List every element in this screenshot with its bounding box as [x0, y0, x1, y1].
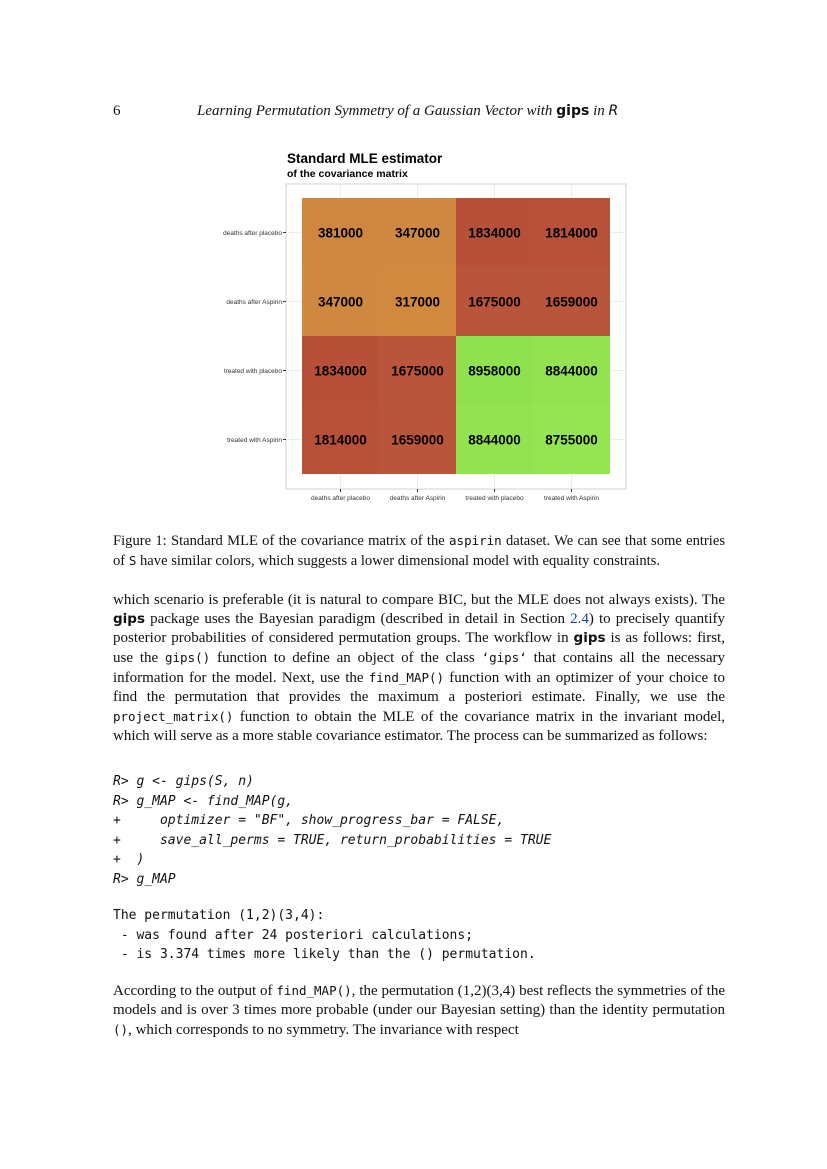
inline-code: project_matrix(): [113, 709, 234, 724]
cell-value-label: 1834000: [468, 225, 521, 241]
cell-value-label: 1675000: [468, 294, 521, 310]
cell-value-label: 8755000: [545, 432, 598, 448]
y-tick-label: deaths after Aspirin: [226, 299, 282, 306]
cell-value-label: 1834000: [314, 363, 367, 379]
code-line: R> g <- gips(S, n): [113, 774, 254, 789]
running-title-package: gips: [556, 103, 590, 119]
cell-value-label: 8844000: [468, 432, 521, 448]
plot-title: Standard MLE estimator: [287, 151, 443, 166]
cell-value-label: 381000: [317, 225, 364, 241]
y-tick-label: deaths after placebo: [223, 230, 282, 237]
text: is as follows: first, use the: [113, 630, 725, 666]
caption-text: have similar colors, which suggests a lower dimensional model with equality constraints.: [136, 553, 660, 569]
output-line: - was found after 24 posteriori calculations;: [113, 927, 474, 943]
code-line: + ): [113, 852, 145, 867]
caption-code-s: S: [128, 553, 137, 568]
inline-code: ‘gips‘: [481, 650, 527, 665]
text: , which corresponds to no symmetry. The invariance with respect: [128, 1022, 519, 1038]
code-line: + optimizer = "BF", show_progress_bar = FALSE,: [113, 813, 505, 828]
code-line: R> g_MAP <- find_MAP(g,: [113, 793, 294, 809]
paragraph-result: [113, 981, 725, 1040]
text: function with an optimizer of your choice to find the permutation that provides the maximum a posteriori estimate. Finally, we use the: [113, 670, 726, 705]
inline-code: find_MAP(): [368, 670, 445, 685]
inline-code: (): [113, 1022, 129, 1037]
running-title-prefix: Learning Permutation Symmetry of a Gaussian Vector with: [197, 103, 557, 119]
cell-value-label: 1659000: [545, 294, 598, 310]
cell-value-label: 317000: [394, 294, 441, 310]
output-line: - is 3.374 times more likely than the () permutation.: [113, 947, 536, 962]
x-tick-label: deaths after Aspirin: [389, 495, 446, 502]
text: package uses the Bayesian paradigm (described in detail in Section: [145, 611, 571, 627]
inline-code: find_MAP(): [276, 983, 352, 998]
plot-subtitle: of the covariance matrix: [287, 168, 408, 180]
text: , the permutation (1,2)(3,4) best reflects the symmetries of the models and is over 3 times more probable (under our Bayesian setting) than the identity permutation: [113, 983, 725, 1018]
cell-value-label: 8844000: [545, 363, 598, 379]
y-tick-label: treated with placebo: [223, 368, 282, 375]
cell-value-label: 1675000: [391, 363, 444, 379]
cell-value-label: 1814000: [314, 432, 367, 448]
text: function to obtain the MLE of the covariance matrix in the invariant model, which will serve as a more stable covariance estimator. The process can be summarized as follows:: [113, 709, 725, 744]
caption-code-aspirin: aspirin: [449, 533, 502, 548]
page-number: 6: [113, 103, 121, 119]
output-line: The permutation (1,2)(3,4):: [113, 908, 325, 923]
section-reference-link[interactable]: 2.4: [570, 611, 589, 627]
package-name: gips: [113, 611, 145, 627]
cell-value-label: 8958000: [468, 363, 521, 379]
cell-value-label: 1814000: [545, 225, 598, 241]
paragraph-workflow: [113, 591, 725, 746]
code-line: R> g_MAP: [113, 871, 176, 887]
heatmap-svg: [200, 148, 630, 503]
text: that contains all the necessary information for the model. Next, use the: [113, 650, 725, 686]
y-tick-label: treated with Aspirin: [227, 437, 282, 444]
x-tick-label: treated with placebo: [465, 495, 524, 502]
text: function to define an object of the class: [210, 650, 482, 666]
x-tick-label: deaths after placebo: [311, 495, 370, 502]
caption-text: dataset. We can see that some entries of: [113, 533, 725, 569]
package-name: gips: [573, 630, 606, 646]
cell-value-label: 1659000: [391, 432, 444, 448]
cell-value-label: 347000: [394, 225, 441, 241]
code-output-block: [113, 906, 536, 965]
caption-text: Figure 1: Standard MLE of the covariance matrix of the: [113, 533, 450, 549]
inline-code: gips(): [165, 650, 211, 665]
cell-value-label: 347000: [317, 294, 364, 310]
text: which scenario is preferable (it is natural to compare BIC, but the MLE does not always exists). The: [113, 592, 725, 608]
figure-caption: [113, 531, 725, 571]
code-line: + save_all_perms = TRUE, return_probabilities = TRUE: [113, 832, 552, 848]
x-tick-label: treated with Aspirin: [544, 495, 599, 502]
running-title-language: R: [608, 103, 619, 119]
running-title: [197, 103, 717, 120]
text: ) to precisely quantify posterior probabilities of considered permutation groups. The workflow in: [113, 611, 726, 646]
running-title-mid: in: [589, 103, 609, 119]
text: According to the output of: [113, 983, 277, 999]
code-input-block: [113, 772, 551, 889]
figure-heatmap: [200, 148, 630, 503]
